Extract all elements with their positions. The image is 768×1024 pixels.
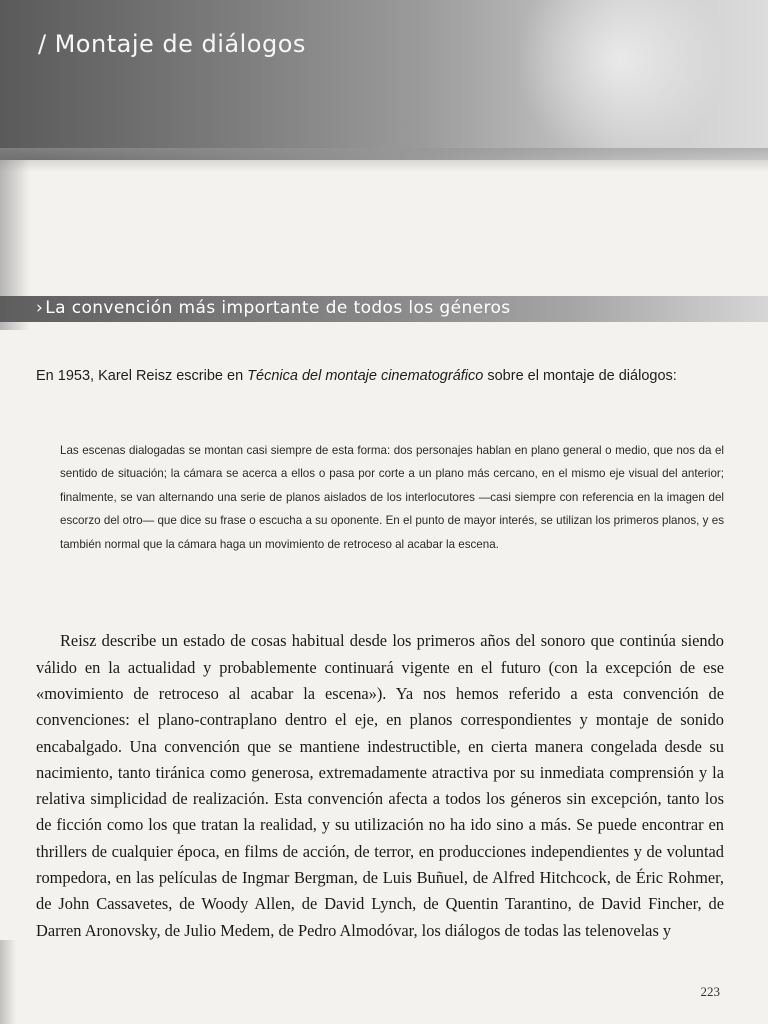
chapter-header-band xyxy=(0,0,768,160)
chapter-slash: / xyxy=(38,30,47,58)
body-paragraph: Reisz describe un estado de cosas habitual desde los primeros años del sonoro que continúa siendo válido en la actualidad y probablemente continuará vigente en el futuro (con la excepción de ese «movimiento de retroceso al acabar la escena»). Ya nos hemos referido a esta convención de convenciones: el plano-contraplano dentro el eje, en planos correspondientes y montaje de sonido encabalgado. Una convención que se mantiene indestructible, en cierta manera congelada desde su nacimiento, tanto tiránica como generosa, extremadamente atractiva por su inmediata comprensión y la relativa simplicidad de realización. Esta convención afecta a todos los géneros sin excepción, tanto los de ficción como los que tratan la realidad, y su utilización no ha ido sino a más. Se puede encontrar en thrillers de cualquier época, en films de acción, de terror, en producciones independientes y de voluntad rompedora, en las películas de Ingmar Bergman, de Luis Buñuel, de Alfred Hitchcock, de Éric Rohmer, de John Cassavetes, de Woody Allen, de David Lynch, de Quentin Tarantino, de David Fincher, de Darren Aronovsky, de Julio Medem, de Pedro Almodóvar, los diálogos de todas las telenovelas y xyxy=(36,631,724,940)
intro-before: En 1953, Karel Reisz escribe en xyxy=(36,367,248,384)
block-quote: Las escenas dialogadas se montan casi siempre de esta forma: dos personajes hablan en plano general o medio, que nos da el sentido de situación; la cámara se acerca a ellos o pasa por corte a un plano más cercano, en el mismo eje visual del anterior; finalmente, se van alternando una serie de planos aislados de los interlocutores —casi siempre con referencia en la imagen del escorzo del otro— que dice su frase o escucha a su oponente. En el punto de mayor interés, se utilizan los primeros planos, y es también normal que la cámara haga un movimiento de retroceso al acabar la escena. xyxy=(60,443,724,551)
intro-paragraph xyxy=(36,364,726,388)
book-title: Técnica del montaje cinematográfico xyxy=(247,367,484,384)
page-edge-shadow-bottom xyxy=(0,940,16,1024)
page-number: 223 xyxy=(700,984,720,999)
chapter-title-text: Montaje de diálogos xyxy=(54,30,306,58)
chapter-title xyxy=(38,30,306,58)
section-title xyxy=(36,298,511,318)
intro-after: sobre el montaje de diálogos: xyxy=(483,367,677,384)
section-marker-icon: › xyxy=(36,298,44,318)
header-texture xyxy=(520,0,768,150)
section-title-text: La convención más importante de todos los géneros xyxy=(45,298,511,318)
